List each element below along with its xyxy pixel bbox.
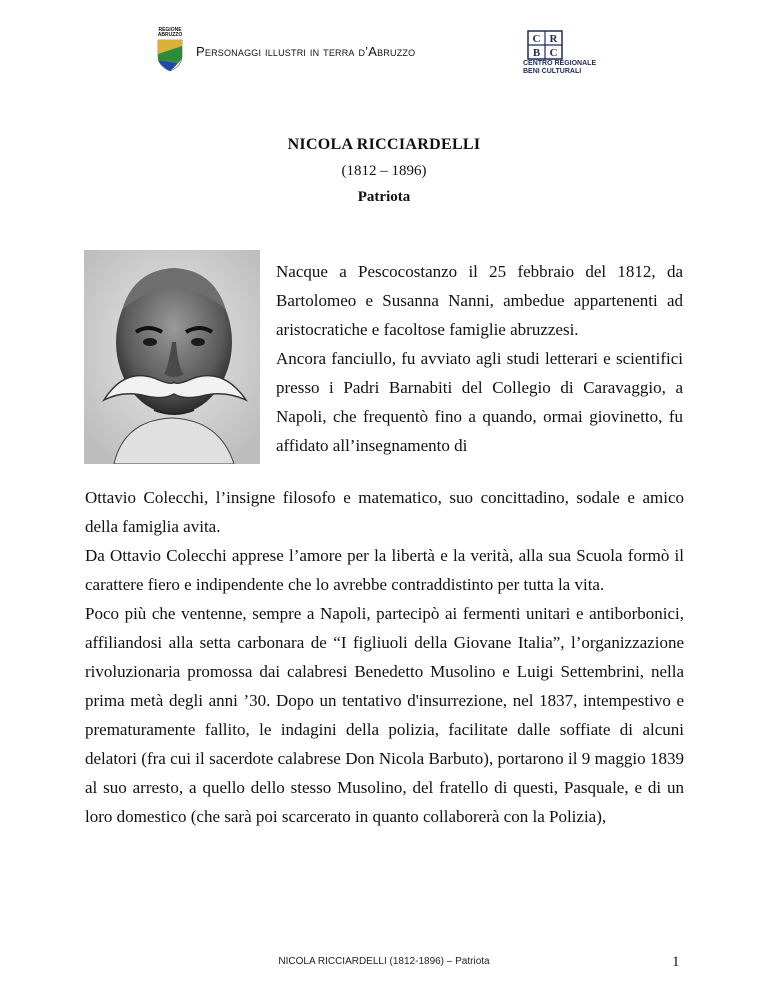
paragraph-education: Ancora fanciullo, fu avviato agli studi letterari e scientifici presso i Padri Barnabiti del Collegio di Caravaggio, a Napoli, che frequentò fino a quando, ormai giovinetto, fu affidato all’insegnamento di [276, 349, 683, 455]
page-footer [0, 954, 768, 974]
paragraph-birth: Nacque a Pescocostanzo il 25 febbraio del 1812, da Bartolomeo e Susanna Nanni, ambedue appartenenti ad aristocratiche e facoltose famiglie abruzzesi. [276, 262, 683, 339]
person-role: Patriota [357, 189, 411, 205]
crbc-caption-line1: CENTRO REGIONALE [523, 60, 597, 67]
crbc-letter-c1: C [532, 33, 541, 45]
crbc-letter-r: R [549, 33, 558, 45]
main-text-column [85, 483, 684, 831]
paragraph-colecchi: Ottavio Colecchi, l’insigne filosofo e matematico, suo concittadino, sodale e amico della famiglia avita. [85, 488, 684, 536]
paragraph-character: Da Ottavio Colecchi apprese l’amore per la libertà e la verità, alla sua Scuola formò il carattere fiero e indipendente che lo avrebbe contraddistinto per tutta la vita. [85, 546, 684, 594]
portrait-illustration [84, 250, 260, 464]
page-header [0, 0, 768, 90]
person-name: NICOLA RICCIARDELLI [287, 136, 481, 153]
paragraph-carboneria: Poco più che ventenne, sempre a Napoli, partecipò ai fermenti unitari e antiborbonici, affiliandosi alla setta carbonara de “I figliuoli della Giovane Italia”, l’organizzazione rivoluzionaria promossa dai calabresi Benedetto Musolino e Luigi Settembrini, nella prima metà degli anni ’30. Dopo un tentativo d'insurrezione, nel 1837, intempestivo e prematuramente fallito, le indagini della polizia, facilitate dalle soffiate di alcuni delatori (fra cui il sacerdote calabrese Don Nicola Barbuto), portarono il 9 maggio 1839 al suo arresto, a quello dello stesso Musolino, del fratello di questi, Pasquale, e di un loro domestico (che sarà poi scarcerato in quanto collaborerà con la Polizia), [85, 604, 684, 826]
portrait-image [84, 250, 260, 464]
footer-text: NICOLA RICCIARDELLI (1812-1896) – Patriota [278, 956, 490, 967]
side-text-column [276, 257, 683, 460]
article-title-block [0, 136, 768, 206]
header-title: Personaggi illustri in terra d’Abruzzo [196, 44, 416, 59]
regione-abruzzo-logo [150, 28, 190, 72]
person-dates: (1812 – 1896) [341, 163, 427, 179]
crbc-letter-c2: C [549, 47, 558, 59]
page-number: 1 [672, 954, 680, 970]
crbc-caption [523, 60, 597, 76]
logo-left-label: REGIONE ABRUZZO [157, 27, 183, 38]
crbc-letter-b: B [532, 47, 541, 59]
crbc-logo [523, 30, 597, 78]
crbc-caption-line2: BENI CULTURALI [523, 68, 582, 75]
crbc-mark-icon [527, 30, 563, 60]
